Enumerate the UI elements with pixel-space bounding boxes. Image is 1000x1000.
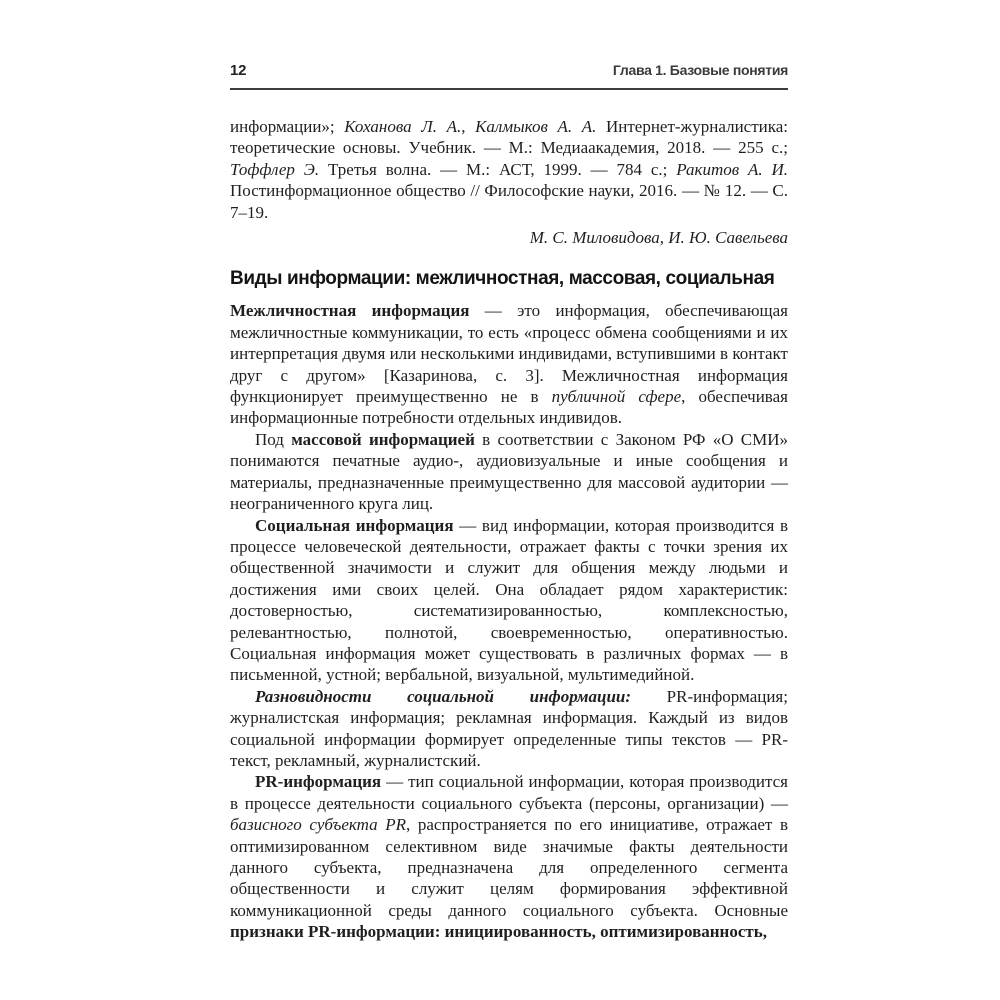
- text-run: , обеспечивая информационные потребности отдельных индивидов.: [230, 387, 788, 428]
- text-run: Третья волна. — М.: АСТ, 1999. — 784 с.;: [319, 159, 677, 179]
- page-number: 12: [230, 62, 247, 79]
- text-run: Социальная информация: [255, 515, 454, 535]
- text-run: PR-информация; журналистская информация; рекламная информация. Каждый из видов социальной информации формирует определенные типы текстов — PR-текст, рекламный, журналистский.: [230, 686, 788, 770]
- author-attribution: М. С. Миловидова, И. Ю. Савельева: [529, 228, 788, 248]
- text-run: Коханова Л. А., Калмыков А. А.: [344, 117, 597, 136]
- paragraph-mass-information: [230, 429, 788, 515]
- text-run: — это информация, обеспечивающая межличностные коммуникации, то есть «процесс обмена сообщениями и их интерпретация двумя или несколькими индивидами, вступившими в контакт друг с другом» [Казаринова, с. 3]. Межличностная информация функционирует преимущественно не в: [230, 301, 788, 407]
- header-rule: [230, 88, 788, 90]
- text-run: Под: [255, 429, 292, 449]
- text-run: Разновидности социальной информации:: [255, 686, 632, 706]
- section-heading: Виды информации: межличностная, массовая, социальная: [230, 268, 775, 290]
- text-run: Тоффлер Э.: [230, 159, 320, 179]
- section-body: [230, 300, 788, 942]
- paragraph-varieties-of-social-information: [230, 686, 788, 772]
- text-run: — вид информации, которая производится в процессе человеческой деятельности, отражает факты с точки зрения их общественной значимости и служит для общения между людьми и достижения ими своих целей. Она обладает рядом характеристик: достоверностью, систематизированностью, комплексностью, релевантностью, полнотой, своевременностью, оперативностью. Социальная информация может существовать в различных формах — в письменной, устной; вербальной, визуальной, мультимедийной.: [230, 515, 788, 685]
- text-run: в соответствии с Законом РФ «О СМИ» понимаются печатные аудио-, аудиовизуальные и иные сообщения и материалы, предназначенные преимущественно для массовой аудитории — неограниченного круга лиц.: [230, 429, 788, 514]
- text-run: — тип социальной информации, которая производится в процессе деятельности социального субъекта (персоны, организации) —: [230, 772, 788, 813]
- text-run: Ракитов А. И.: [676, 159, 788, 179]
- text-run: Интернет-журналистика: теоретические основы. Учебник. — М.: Медиаакадемия, 2018. — 255 с.;: [230, 117, 789, 158]
- bibliography-block: [230, 116, 788, 223]
- paragraph-social-information: [230, 515, 788, 686]
- text-run: , распространяется по его инициативе, отражает в оптимизированном селективном виде значимые факты деятельности данного субъекта, предназначена для определенного сегмента общественности и служит целям формирования эффективной коммуникационной среды данного социального субъекта. Основные: [230, 815, 789, 920]
- text-run: массовой информацией: [291, 429, 475, 449]
- paragraph-interpersonal-information: [230, 300, 788, 428]
- text-run: информации»;: [230, 117, 345, 136]
- text-run: PR-информация: [255, 772, 382, 792]
- text-run: признаки PR-информации: инициированность, оптимизированность,: [230, 922, 767, 942]
- text-run: публичной сфере: [551, 387, 682, 407]
- text-run: базисного субъекта PR: [230, 815, 406, 835]
- text-block: [230, 0, 788, 943]
- text-run: Постинформационное общество // Философские науки, 2016. — № 12. — С. 7–19.: [230, 181, 788, 222]
- paragraph-pr-information: [230, 771, 788, 942]
- running-title: Глава 1. Базовые понятия: [612, 62, 788, 78]
- bibliography-continuation: [230, 116, 788, 223]
- text-run: Межличностная информация: [230, 301, 470, 321]
- page-header: [230, 62, 788, 79]
